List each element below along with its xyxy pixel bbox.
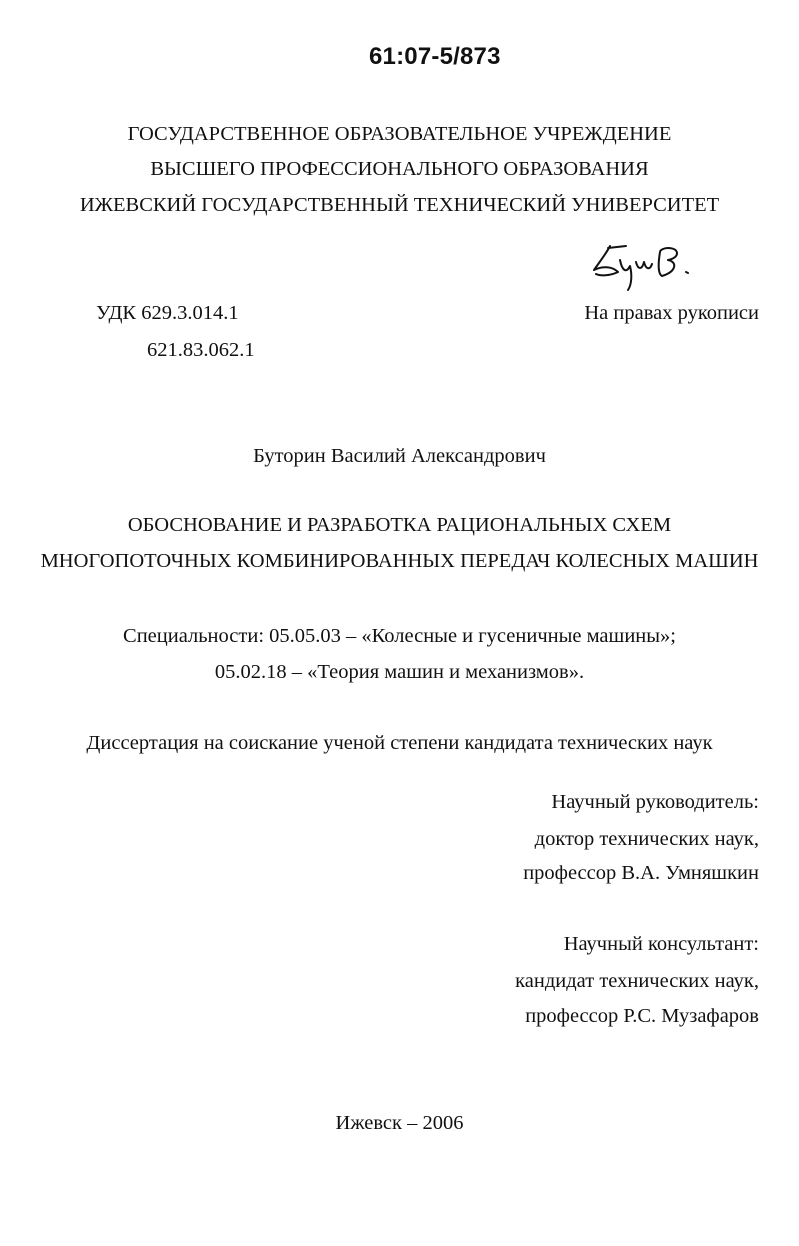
thesis-title-line-1: ОБОСНОВАНИЕ И РАЗРАБОТКА РАЦИОНАЛЬНЫХ СХЕМ [127, 514, 672, 536]
institution-line-3: ИЖЕВСКИЙ ГОСУДАРСТВЕННЫЙ ТЕХНИЧЕСКИЙ УНИВЕРСИТЕТ [79, 194, 720, 216]
udk-line-1: УДК 629.3.014.1 [96, 302, 239, 324]
supervisor-name: профессор В.А. Умняшкин [523, 862, 759, 884]
institution-line-2: ВЫСШЕГО ПРОФЕССИОНАЛЬНОГО ОБРАЗОВАНИЯ [150, 158, 649, 180]
thesis-title-line-2: МНОГОПОТОЧНЫХ КОМБИНИРОВАННЫХ ПЕРЕДАЧ КОЛЕСНЫХ МАШИН [40, 550, 759, 572]
archive-code: 61:07-5/873 [369, 43, 501, 70]
supervisor-degree: доктор технических наук, [534, 828, 759, 850]
specialties-line-1: Специальности: 05.05.03 – «Колесные и гусеничные машины»; [123, 625, 676, 647]
handwritten-signature [588, 240, 708, 292]
place-year: Ижевск – 2006 [335, 1112, 464, 1134]
consultant-degree: кандидат технических наук, [515, 970, 759, 992]
specialties-line-2: 05.02.18 – «Теория машин и механизмов». [214, 661, 585, 683]
dissertation-type: Диссертация на соискание ученой степени кандидата технических наук [86, 732, 713, 754]
manuscript-rights: На правах рукописи [584, 302, 759, 324]
consultant-name: профессор Р.С. Музафаров [525, 1005, 759, 1027]
supervisor-label: Научный руководитель: [551, 791, 759, 813]
consultant-label: Научный консультант: [563, 933, 759, 955]
author-name: Буторин Василий Александрович [253, 445, 546, 467]
institution-line-1: ГОСУДАРСТВЕННОЕ ОБРАЗОВАТЕЛЬНОЕ УЧРЕЖДЕНИЕ [127, 123, 672, 145]
udk-line-2: 621.83.062.1 [147, 339, 255, 361]
